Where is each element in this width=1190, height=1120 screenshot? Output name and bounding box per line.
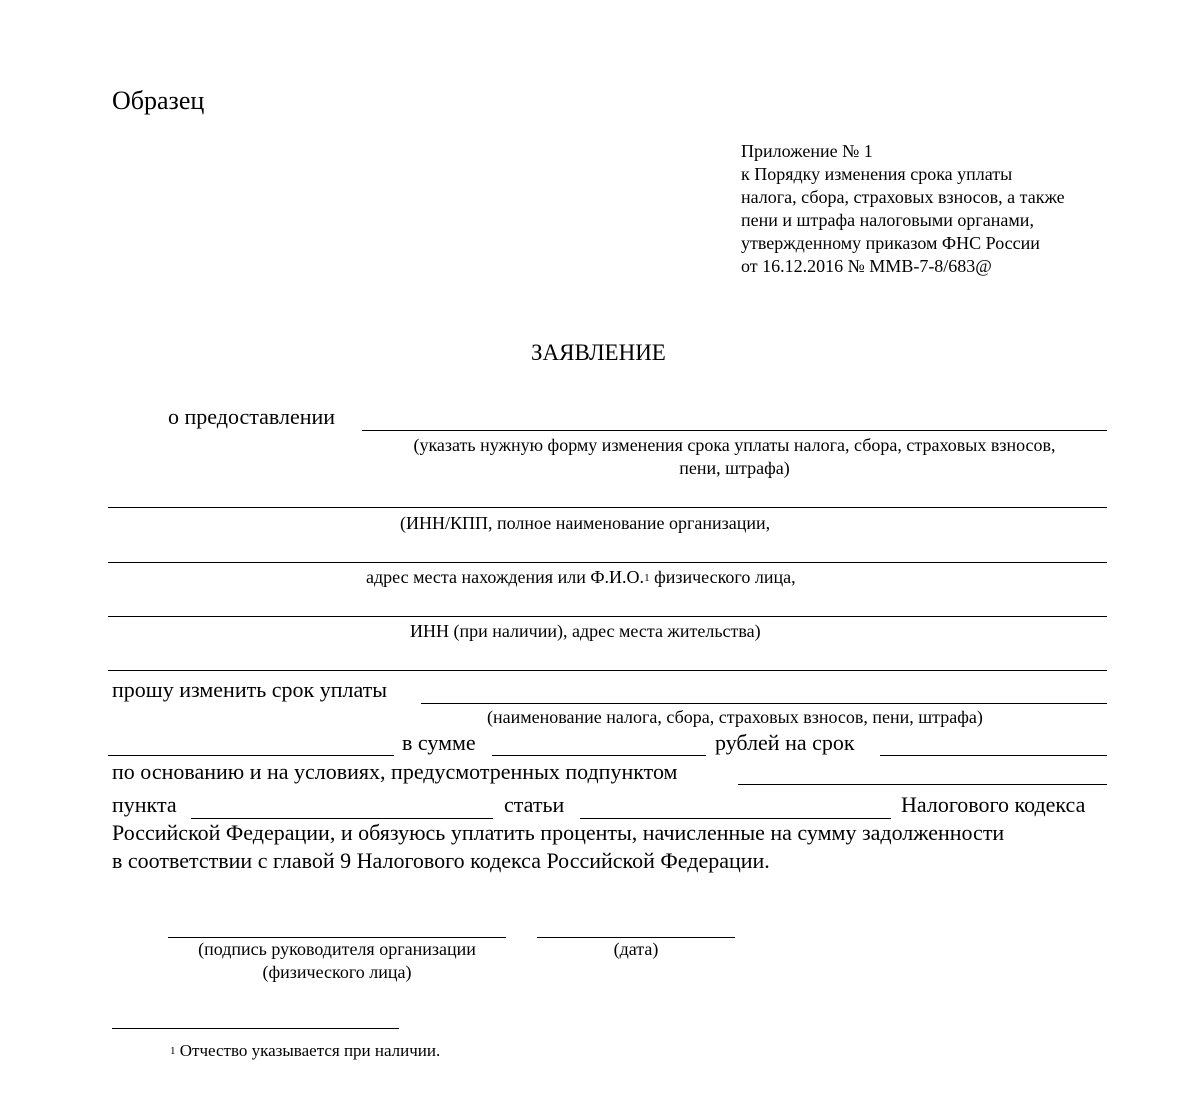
- tax-hint: (наименование налога, сбора, страховых взносов, пени, штрафа): [487, 707, 983, 727]
- subitem-field-line: [738, 784, 1107, 785]
- sample-label: Образец: [112, 86, 205, 115]
- footnote-separator: [112, 1028, 399, 1029]
- appendix-line: пени и штрафа налоговыми органами,: [741, 210, 1034, 230]
- provision-hint-line: пени, штрафа): [679, 458, 790, 478]
- item-label: пункта: [112, 792, 177, 817]
- appendix-line: Приложение № 1: [741, 141, 873, 161]
- appendix-line: к Порядку изменения срока уплаты: [741, 164, 1013, 184]
- appendix-block: [741, 140, 1065, 278]
- tax-field-line: [421, 703, 1107, 704]
- provision-label: о предоставлении: [168, 404, 336, 429]
- inn-hint: ИНН (при наличии), адрес места жительства): [410, 621, 761, 641]
- article-label: статьи: [504, 792, 565, 817]
- inn-bottom-line: [108, 670, 1107, 671]
- footnote-reference: 1: [644, 572, 650, 584]
- provision-hint: [362, 434, 1107, 480]
- request-label: прошу изменить срок уплаты: [112, 677, 388, 702]
- basis-label: по основанию и на условиях, предусмотренных подпунктом: [112, 759, 678, 784]
- footnote: [170, 1040, 440, 1064]
- appendix-line: утвержденному приказом ФНС России: [741, 233, 1040, 253]
- rubles-label: рублей на срок: [715, 730, 855, 755]
- obligation-line: в соответствии с главой 9 Налогового кодекса Российской Федерации.: [112, 848, 770, 873]
- document-title: ЗАЯВЛЕНИЕ: [531, 340, 666, 365]
- footnote-text: Отчество указывается при наличии.: [175, 1041, 441, 1060]
- address-hint-text-end: физического лица,: [649, 567, 796, 587]
- appendix-line: налога, сбора, страховых взносов, а также: [741, 187, 1065, 207]
- signature-hint-line: (физического лица): [262, 962, 412, 982]
- signature-hint: [168, 938, 506, 984]
- amount-prefix-field-line: [108, 755, 394, 756]
- date-hint: (дата): [613, 939, 659, 959]
- article-field-line: [580, 818, 891, 819]
- code-label: Налогового кодекса: [901, 792, 1086, 817]
- amount-label: в сумме: [402, 730, 476, 755]
- inn-field-line: [108, 616, 1107, 617]
- term-field-line: [880, 755, 1107, 756]
- item-field-line: [191, 818, 493, 819]
- provision-hint-line: (указать нужную форму изменения срока уплаты налога, сбора, страховых взносов,: [413, 435, 1056, 455]
- address-hint-text: адрес места нахождения или Ф.И.О.: [366, 567, 645, 587]
- signature-hint-line: (подпись руководителя организации: [198, 939, 476, 959]
- obligation-line: Российской Федерации, и обязуюсь уплатить проценты, начисленные на сумму задолженности: [112, 820, 1005, 845]
- org-field-line: [108, 507, 1107, 508]
- org-hint: (ИНН/КПП, полное наименование организации,: [400, 513, 771, 533]
- footnote-mark: 1: [170, 1045, 176, 1057]
- address-field-line: [108, 562, 1107, 563]
- address-hint: [366, 566, 796, 592]
- provision-field-line: [362, 430, 1107, 431]
- appendix-line: от 16.12.2016 № ММВ-7-8/683@: [741, 256, 992, 276]
- amount-field-line: [492, 755, 706, 756]
